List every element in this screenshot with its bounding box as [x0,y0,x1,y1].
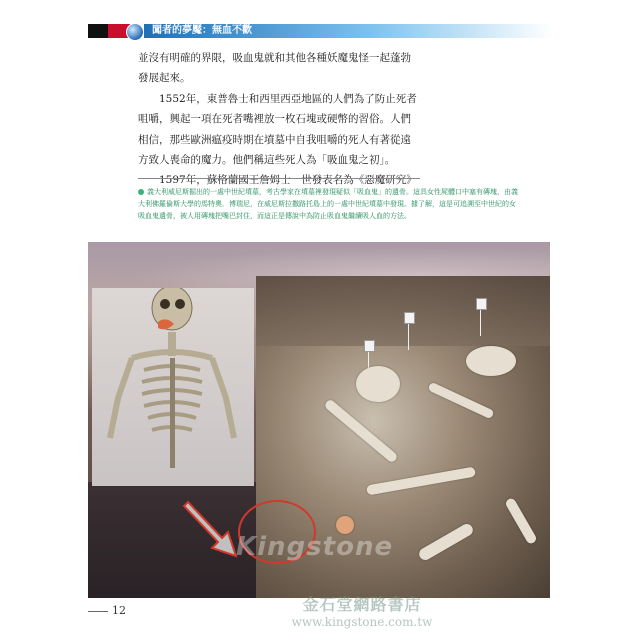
store-watermark [254,596,470,630]
tag-marker [404,312,415,324]
header-bar [144,24,552,38]
skeleton-illustration [92,288,254,486]
pit-shadow [256,276,550,346]
store-name: 金石堂網路書店 [302,595,422,614]
watermark: Kingstone [236,532,394,562]
section-header [88,24,552,38]
bullet-icon [138,189,144,195]
marker-stick [480,306,481,336]
bone [366,467,476,496]
body-text [138,48,420,191]
globe-icon [126,23,144,41]
page-number [88,604,126,618]
paragraph: 1597年，蘇格蘭國王詹姆士一世發表名為《惡魔研究》 [159,174,417,187]
skeleton-icon [92,288,254,486]
divider [138,178,420,179]
excavation-photo [88,242,550,598]
bone [323,398,398,464]
bone [504,497,538,545]
tag-marker [364,340,375,352]
marker-stick [408,320,409,350]
bone [427,382,494,420]
tag-marker [476,298,487,310]
bone [417,522,475,562]
skull [466,346,516,376]
paragraph: 1552年，東普魯士和西里西亞地區的人們為了防止死者咀嚼，興起一項在死者嘴裡放一枚石塊或硬幣的習俗。人們相信，那些歐洲瘟疫時期在墳墓中自我咀嚼的死人有著從遠方致人喪命的魔力。他們稱這些死人為「吸血鬼之初」。 [138,92,417,167]
page-number-text: 12 [112,604,126,617]
section-title: 闖者的夢魘：無血不歡 [152,25,252,36]
paragraph: 並沒有明確的界限，吸血鬼就和其他各種妖魔鬼怪一起蓬勃發展起來。 [138,52,411,85]
caption-text: 義大利威尼斯掘出的一處中世紀墳墓，考古學家在墳墓裡發現疑似「吸血鬼」的遺骨。這具女性屍體口中塞有磚塊，由義大利佛羅倫斯大學的馬特奧．博瑞尼，在威尼斯拉撒路托島上的一處中世紀墳墓中發現。據了解，這是可追溯至中世紀的女吸血鬼遺骨，被人用磚塊把嘴巴封住，而這正是傳說中為防止吸血鬼繼續吸人血的方法。 [138,188,518,221]
store-url: www.kingstone.com.tw [291,615,433,629]
skull [356,366,400,402]
header-black-block [88,24,108,38]
photo-caption [138,186,522,223]
page-rule [88,611,108,612]
